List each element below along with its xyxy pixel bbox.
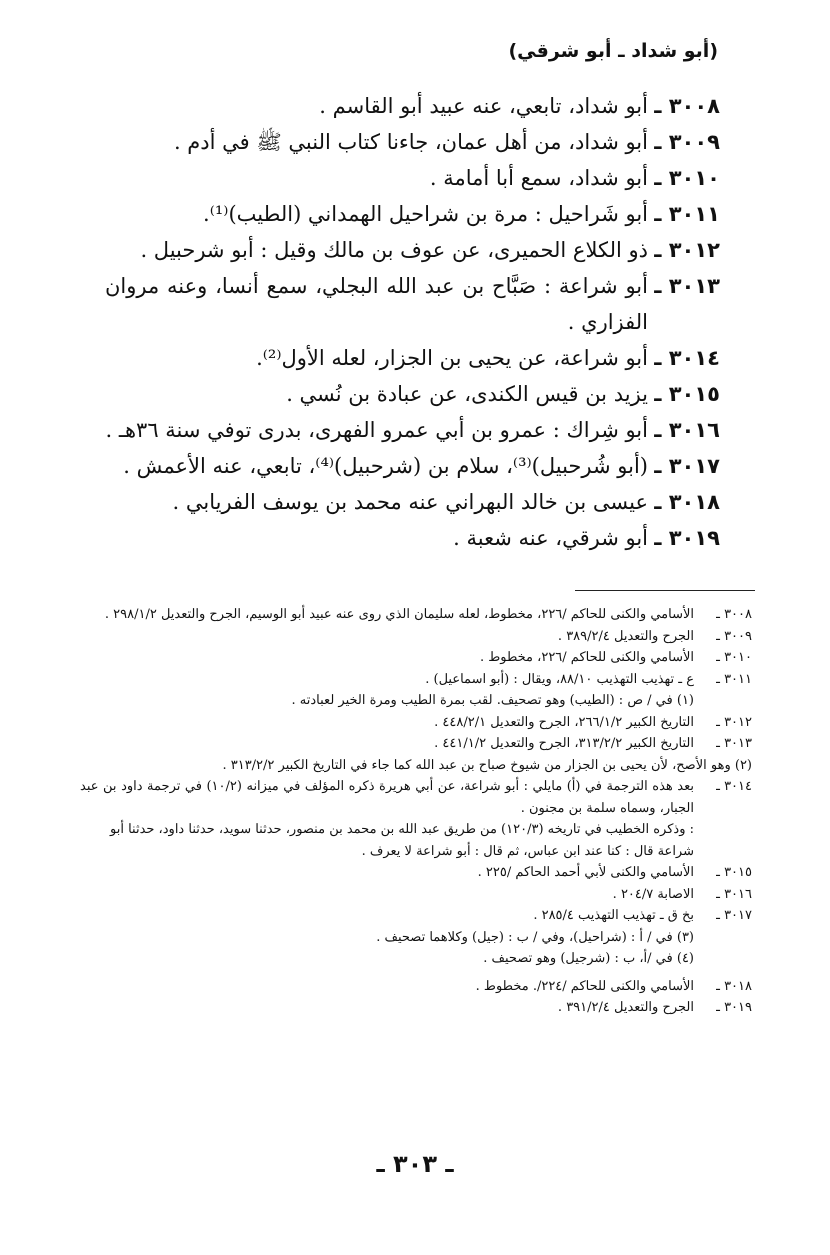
footnote-number: ٣٠١٠ ـ <box>716 650 752 665</box>
footnote-text: التاريخ الكبير ٣١٣/٢/٢، الجرح والتعديل ٤٤١/١/٢ . <box>434 736 694 751</box>
footnote-text: الجرح والتعديل ٣٩١/٢/٤ . <box>557 1000 694 1015</box>
entry-text: أبو شراعة، عن يحيى بن الجزار، لعله الأول⁽²⁾. <box>256 346 648 370</box>
footnote-3019 <box>80 997 752 1019</box>
footnote-text: (٤) في /أ، ب : (شرجيل) وهو تصحيف . <box>483 951 694 966</box>
entry-number: ٣٠١٩ ـ <box>654 526 720 550</box>
footnote-3014-continued <box>80 819 752 862</box>
footnote-3010 <box>80 647 752 669</box>
footnote-number: ٣٠١٨ ـ <box>716 978 752 994</box>
entry-text: أبو شداد، من أهل عمان، جاءنا كتاب النبي ﷺ في أدم . <box>173 130 648 154</box>
footnote-3008 <box>80 604 752 626</box>
footnote-number: ٣٠١٦ ـ <box>716 886 752 902</box>
entry-number: ٣٠١٦ ـ <box>654 418 720 442</box>
footnote-3015 <box>80 862 752 884</box>
footnote-number: ٣٠١٣ ـ <box>716 736 752 751</box>
entry-number: ٣٠١٨ ـ <box>654 490 720 514</box>
footnotes <box>80 604 752 1019</box>
page-number: ـ ٣٠٣ ـ <box>376 1150 454 1178</box>
footnote-text: الأسامي والكنى للحاكم /٢٢٤/. مخطوط . <box>475 978 694 994</box>
footnote-3017 <box>80 905 752 927</box>
footnote-text: التاريخ الكبير ٢٦٦/١/٢، الجرح والتعديل ٤٤٨/٢/١ . <box>434 714 694 730</box>
footnote-text: بخ ق ـ تهذيب التهذيب ٢٨٥/٤ . <box>533 908 694 923</box>
entry-text: ذو الكلاع الحميرى، عن عوف بن مالك وقيل : أبو شرحبيل . <box>140 238 648 262</box>
entry-text: أبو شرقي، عنه شعبة . <box>453 526 648 550</box>
footnote-text: الأسامي والكنى لأبي أحمد الحاكم /٢٢٥ . <box>477 865 694 880</box>
entry-text: أبو شداد، تابعي، عنه عبيد أبو القاسم . <box>319 94 648 118</box>
entry-3013 <box>105 268 720 340</box>
entry-number: ٣٠١٠ ـ <box>654 166 720 190</box>
entry-text: (أبو شُرحبيل)⁽³⁾، سلام بن (شرحبيل)⁽⁴⁾، تابعي، عنه الأعمش . <box>123 454 648 478</box>
footnote-number: ٣٠٠٨ ـ <box>716 607 752 622</box>
entry-3010 <box>105 160 720 196</box>
entry-text: عيسى بن خالد البهراني عنه محمد بن يوسف الفريابي . <box>172 490 648 514</box>
entry-number: ٣٠١٥ ـ <box>654 382 720 406</box>
footnote-3014 <box>80 776 752 819</box>
footnote-text: الأسامي والكنى للحاكم /٢٢٦، مخطوط، لعله سليمان الذي روى عنه عبيد أبو الوسيم، الجرح والتعديل ٢٩٨/١/٢ . <box>104 607 694 622</box>
footnote-3013 <box>80 733 752 755</box>
entry-text: أبو شَراحيل : مرة بن شراحيل الهمداني (الطيب)⁽¹⁾. <box>203 202 648 226</box>
entry-number: ٣٠١١ ـ <box>654 202 720 226</box>
entry-3018 <box>105 484 720 520</box>
entry-3011 <box>105 196 720 232</box>
running-header: (أبو شداد ـ أبو شرقي) <box>508 40 718 62</box>
footnote-3009 <box>80 626 752 648</box>
footnote-3011 <box>80 669 752 691</box>
entry-3019 <box>105 520 720 556</box>
entry-3014 <box>105 340 720 376</box>
entry-number: ٣٠٠٨ ـ <box>654 94 720 118</box>
footnote-number: ٣٠٠٩ ـ <box>716 628 752 644</box>
entry-number: ٣٠١٧ ـ <box>654 454 720 478</box>
footnote-text: الاصابة ٢٠٤/٧ . <box>612 886 694 902</box>
entry-text: أبو شراعة : صَبَّاح بن عبد الله البجلي، سمع أنسا، وعنه مروان الفزاري . <box>105 274 648 334</box>
entry-number: ٣٠١٤ ـ <box>654 346 720 370</box>
footnote-sub-1 <box>80 690 752 712</box>
footnote-3016 <box>80 884 752 906</box>
footnote-text: الأسامي والكنى للحاكم /٢٢٦، مخطوط . <box>479 650 694 665</box>
entry-text: أبو شداد، سمع أبا أمامة . <box>429 166 648 190</box>
footnote-text: بعد هذه الترجمة في (أ) مايلي : أبو شراعة، عن أبي هريرة ذكره المؤلف في ميزانه (١٠/٢) في ترجمة داود بن عبد الجبار، وسماه سلمة بن مجنون . <box>80 779 694 816</box>
entry-3015 <box>105 376 720 412</box>
entry-text: يزيد بن قيس الكندى، عن عبادة بن نُسي . <box>286 382 648 406</box>
entry-3009 <box>105 124 720 160</box>
entry-text: أبو شِراك : عمرو بن أبي عمرو الفهرى، بدرى توفي سنة ٣٦هـ . <box>105 418 648 442</box>
footnote-3018 <box>80 976 752 998</box>
footnote-sub-3 <box>80 927 752 949</box>
footnote-sub-2 <box>80 755 752 777</box>
footnote-number: ٣٠١٧ ـ <box>716 908 752 923</box>
entry-number: ٣٠١٣ ـ <box>654 274 720 298</box>
footnote-text: (٢) وهو الأصح، لأن يحيى بن الجزار من شيوخ صباح بن عبد الله كما جاء في التاريخ الكبير ٣١٣/٢/٢ . <box>222 757 752 773</box>
footnote-text: الجرح والتعديل ٣٨٩/٢/٤ . <box>557 628 694 644</box>
footnote-text: : وذكره الخطيب في تاريخه (١٢٠/٣) من طريق عبد الله بن محمد بن منصور، حدثنا سويد، حدثنا داود، حدثنا أبو شراعة قال : كنا عند ابن عباس، ثم قال : أبو شراعة لا يعرف . <box>109 822 694 859</box>
footnote-text: (٣) في / أ : (شراحيل)، وفي / ب : (جيل) وكلاهما تصحيف . <box>376 929 694 945</box>
footnote-divider <box>575 590 755 591</box>
footnote-3012 <box>80 712 752 734</box>
entry-3016 <box>105 412 720 448</box>
footnote-text: (١) في / ص : (الطيب) وهو تصحيف. لقب بمرة الطيب ومرة الخير لعبادته . <box>291 693 694 708</box>
footnote-number: ٣٠١٥ ـ <box>716 865 752 880</box>
footnote-text: ع ـ تهذيب التهذيب ٨٨/١٠، ويقال : (أبو اسماعيل) . <box>425 671 694 687</box>
entry-3012 <box>105 232 720 268</box>
entry-3017 <box>105 448 720 484</box>
footnote-number: ٣٠١٩ ـ <box>716 1000 752 1015</box>
footnote-sub-4 <box>80 948 752 970</box>
entry-number: ٣٠٠٩ ـ <box>654 130 720 154</box>
footnote-number: ٣٠١٤ ـ <box>716 779 752 794</box>
footnote-number: ٣٠١١ ـ <box>716 671 752 687</box>
entry-3008 <box>105 88 720 124</box>
entry-number: ٣٠١٢ ـ <box>654 238 720 262</box>
footnote-number: ٣٠١٢ ـ <box>716 714 752 730</box>
biography-entries <box>105 88 720 556</box>
